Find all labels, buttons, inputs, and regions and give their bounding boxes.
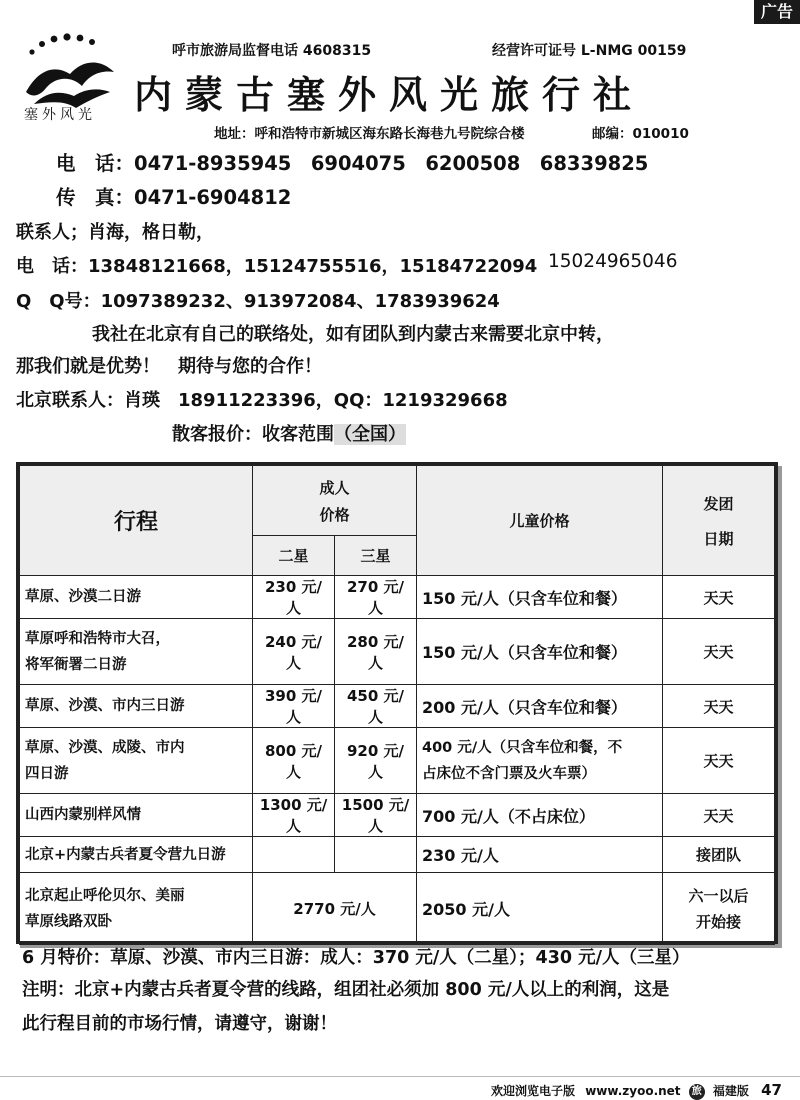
child-price-cell: 400 元/人（只含车位和餐，不 占床位不含门票及火车票） bbox=[417, 728, 663, 794]
two-star-price-cell: 230 元/人 bbox=[253, 576, 335, 619]
route-cell: 北京起止呼伦贝尔、美丽 草原线路双卧 bbox=[20, 873, 253, 945]
footer-welcome: 欢迎浏览电子版 bbox=[491, 1084, 576, 1098]
three-star-price-cell bbox=[335, 837, 417, 873]
two-star-price-cell bbox=[253, 837, 335, 873]
note-line-1: 注明：北京+内蒙古兵者夏令营的线路，组团社必须加 800 元/人以上的利润，这是 bbox=[22, 980, 670, 1000]
table-row bbox=[20, 619, 775, 685]
child-price-cell: 700 元/人（不占床位） bbox=[417, 794, 663, 837]
child-price-cell: 230 元/人 bbox=[417, 837, 663, 873]
license-number: 经营许可证号 L-NMG 00159 bbox=[492, 43, 687, 59]
quote-scope: （全国） bbox=[334, 424, 406, 445]
departure-cell: 天天 bbox=[663, 794, 775, 837]
phone-line: 电 话：0471-8935945 6904075 6200508 68339825 bbox=[56, 152, 649, 175]
two-star-price-cell: 240 元/人 bbox=[253, 619, 335, 685]
intro-line-2: 那我们就是优势！ 期待与您的合作！ bbox=[16, 356, 322, 377]
header-departure: 发团 日期 bbox=[663, 466, 775, 576]
child-price-cell: 200 元/人（只含车位和餐） bbox=[417, 685, 663, 728]
beijing-contact: 北京联系人：肖瑛 18911223396，QQ：1219329668 bbox=[16, 390, 508, 411]
quote-heading bbox=[172, 420, 406, 446]
child-price-cell: 150 元/人（只含车位和餐） bbox=[417, 576, 663, 619]
ad-tag: 广告 bbox=[754, 0, 800, 24]
special-offer: 6 月特价：草原、沙漠、市内三日游：成人：370 元/人（二星）；430 元/人（三星） bbox=[22, 948, 690, 968]
table-row bbox=[20, 576, 775, 619]
footer-site: www.zyoo.net bbox=[585, 1084, 681, 1098]
three-star-price-cell: 920 元/人 bbox=[335, 728, 417, 794]
footer-divider bbox=[0, 1076, 800, 1077]
route-cell: 草原、沙漠、市内三日游 bbox=[20, 685, 253, 728]
table-row bbox=[20, 685, 775, 728]
note-line-2: 此行程目前的市场行情，请遵守，谢谢！ bbox=[22, 1014, 337, 1034]
route-cell: 山西内蒙别样风情 bbox=[20, 794, 253, 837]
page-number: 47 bbox=[761, 1081, 782, 1099]
departure-cell: 六一以后 开始接 bbox=[663, 873, 775, 945]
quote-label: 散客报价：收客范围 bbox=[172, 424, 334, 445]
child-price-cell: 150 元/人（只含车位和餐） bbox=[417, 619, 663, 685]
postcode: 邮编：010010 bbox=[592, 126, 689, 142]
intro-line-1: 我社在北京有自己的联络处，如有团队到内蒙古来需要北京中转， bbox=[92, 324, 614, 345]
logo-label: 塞外风光 bbox=[24, 107, 96, 123]
departure-cell: 天天 bbox=[663, 576, 775, 619]
footer-badge-icon: 旅 bbox=[689, 1084, 705, 1100]
table-row bbox=[20, 728, 775, 794]
two-star-price-cell: 1300 元/人 bbox=[253, 794, 335, 837]
footer-edition: 福建版 bbox=[712, 1084, 749, 1098]
mobile-extra: 15024965046 bbox=[548, 251, 678, 272]
route-cell: 草原呼和浩特市大召， 将军衙署二日游 bbox=[20, 619, 253, 685]
footer bbox=[491, 1081, 782, 1100]
route-cell: 北京+内蒙古兵者夏令营九日游 bbox=[20, 837, 253, 873]
three-star-price-cell: 280 元/人 bbox=[335, 619, 417, 685]
header-child-price: 儿童价格 bbox=[417, 466, 663, 576]
two-star-price-cell: 800 元/人 bbox=[253, 728, 335, 794]
three-star-price-cell: 1500 元/人 bbox=[335, 794, 417, 837]
company-name: 内蒙古塞外风光旅行社 bbox=[134, 73, 645, 117]
header-three-star: 三星 bbox=[335, 536, 417, 576]
table-row bbox=[20, 873, 775, 945]
address: 地址：呼和浩特市新城区海东路长海巷九号院综合楼 bbox=[214, 126, 525, 142]
qq-numbers: Q Q号：1097389232、913972084、1783939624 bbox=[16, 291, 500, 312]
supervision-phone: 呼市旅游局监督电话 4608315 bbox=[172, 43, 372, 59]
departure-cell: 天天 bbox=[663, 685, 775, 728]
two-star-price-cell: 390 元/人 bbox=[253, 685, 335, 728]
header-route: 行程 bbox=[20, 466, 253, 576]
departure-cell: 天天 bbox=[663, 619, 775, 685]
adult-price-cell: 2770 元/人 bbox=[253, 873, 417, 945]
header-adult-price: 成人 价格 bbox=[253, 466, 417, 536]
route-cell: 草原、沙漠二日游 bbox=[20, 576, 253, 619]
mobile-numbers: 电 话：13848121668，15124755516，15184722094 bbox=[16, 256, 538, 277]
departure-cell: 接团队 bbox=[663, 837, 775, 873]
price-table bbox=[16, 462, 778, 944]
three-star-price-cell: 270 元/人 bbox=[335, 576, 417, 619]
departure-cell: 天天 bbox=[663, 728, 775, 794]
three-star-price-cell: 450 元/人 bbox=[335, 685, 417, 728]
header-two-star: 二星 bbox=[253, 536, 335, 576]
contact-person: 联系人；肖海，格日勒， bbox=[16, 222, 214, 243]
table-row bbox=[20, 794, 775, 837]
child-price-cell: 2050 元/人 bbox=[417, 873, 663, 945]
fax-line: 传 真：0471-6904812 bbox=[56, 186, 292, 209]
table-row bbox=[20, 837, 775, 873]
route-cell: 草原、沙漠、成陵、市内 四日游 bbox=[20, 728, 253, 794]
